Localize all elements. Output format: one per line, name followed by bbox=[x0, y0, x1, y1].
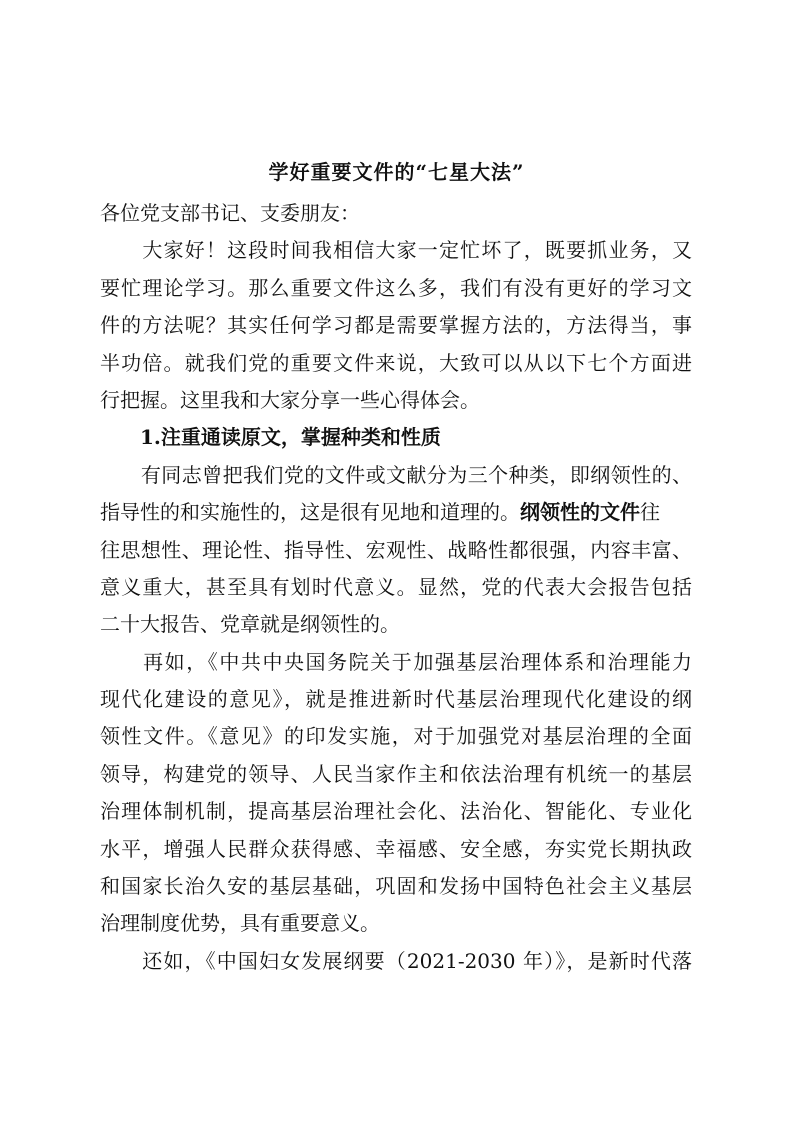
paragraph-1-line-4: 半功倍。就我们党的重要文件来说，大致可以从以下七个方面进 bbox=[100, 350, 692, 375]
paragraph-1-line-2: 要忙理论学习。那么重要文件这么多，我们有没有更好的学习文 bbox=[100, 275, 692, 300]
paragraph-4-line-1: 还如，《中国妇女发展纲要（2021-2030 年）》，是新时代落 bbox=[100, 948, 692, 973]
document-title: 学好重要文件的“七星大法” bbox=[268, 160, 525, 184]
paragraph-3-line-2: 现代化建设的意见》，就是推进新时代基层治理现代化建设的纲 bbox=[100, 687, 692, 712]
paragraph-2-line-1: 有同志曾把我们党的文件或文献分为三个种类，即纲领性的、 bbox=[100, 462, 692, 487]
paragraph-2-line-3: 往思想性、理论性、指导性、宏观性、战略性都很强，内容丰富、 bbox=[100, 537, 692, 562]
section-heading-1: 1.注重通读原文，掌握种类和性质 bbox=[100, 425, 441, 450]
paragraph-2-line-2 bbox=[100, 494, 692, 531]
paragraph-2-text-tail: 往 bbox=[640, 500, 660, 525]
paragraph-3-line-1: 再如，《中共中央国务院关于加强基层治理体系和治理能力 bbox=[100, 649, 692, 674]
paragraph-3-line-8: 治理制度优势，具有重要意义。 bbox=[100, 911, 380, 936]
paragraph-3-line-3: 领性文件。《意见》的印发实施，对于加强党对基层治理的全面 bbox=[100, 724, 692, 749]
paragraph-1-line-5: 行把握。这里我和大家分享一些心得体会。 bbox=[100, 387, 480, 412]
salutation: 各位党支部书记、支委朋友： bbox=[100, 201, 360, 225]
paragraph-3-line-5: 治理体制机制，提高基层治理社会化、法治化、智能化、专业化 bbox=[100, 799, 692, 824]
paragraph-3-line-6: 水平，增强人民群众获得感、幸福感、安全感，夯实党长期执政 bbox=[100, 836, 692, 861]
paragraph-2-text: 指导性的和实施性的，这是很有见地和道理的。 bbox=[100, 500, 520, 525]
paragraph-2-line-4: 意义重大，甚至具有划时代意义。显然，党的代表大会报告包括 bbox=[100, 574, 692, 599]
bold-keyword: 纲领性的文件 bbox=[520, 500, 640, 525]
paragraph-3-line-7: 和国家长治久安的基层基础，巩固和发扬中国特色社会主义基层 bbox=[100, 874, 692, 899]
paragraph-2-line-5: 二十大报告、党章就是纲领性的。 bbox=[100, 612, 400, 637]
paragraph-1-line-3: 件的方法呢？其实任何学习都是需要掌握方法的，方法得当，事 bbox=[100, 313, 692, 338]
paragraph-3-line-4: 领导，构建党的领导、人民当家作主和依法治理有机统一的基层 bbox=[100, 761, 692, 786]
document-body bbox=[100, 195, 692, 980]
paragraph-1-line-1: 大家好！这段时间我相信大家一定忙坏了，既要抓业务，又 bbox=[100, 238, 692, 263]
